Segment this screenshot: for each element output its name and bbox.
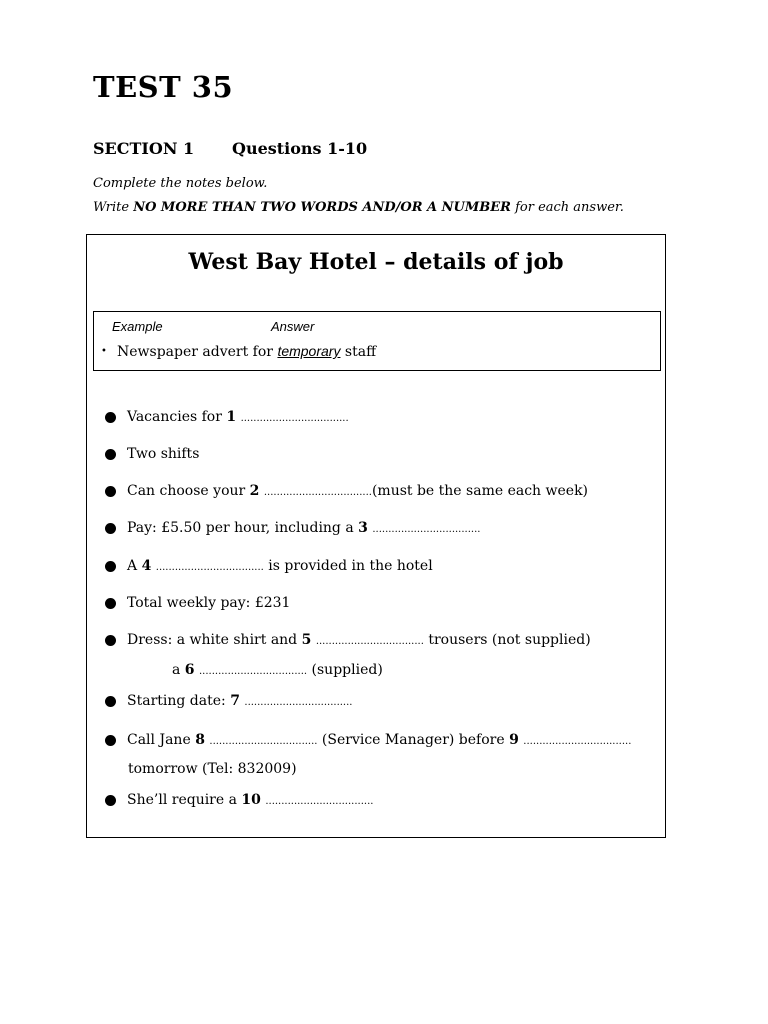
list-item-continuation: tomorrow (Tel: 832009): [128, 761, 297, 777]
answer-blank[interactable]: ..................................: [315, 636, 424, 647]
question-number: 4: [141, 558, 152, 574]
question-number: 10: [241, 792, 261, 808]
answer-blank[interactable]: ..................................: [263, 487, 372, 498]
bullet-icon: [105, 635, 116, 646]
bullet-icon: [105, 696, 116, 707]
answer-blank[interactable]: ..................................: [265, 796, 374, 807]
questions-range: Questions 1-10: [232, 139, 368, 158]
instruction-complete-notes: Complete the notes below.: [93, 176, 268, 191]
bullet-icon: [105, 735, 116, 746]
notes-box: West Bay Hotel – details of job Example Answer • Newspaper advert for temporary staff Vacancies for 1 .................................. Two shifts Can choose your 2 ..................................(must be the same each week) Pay: £5.50 per hour, including a 3 .................................. A 4 .................................. is provided in the hotel Total weekly pay: £231 Dress: a white shirt and 5 .................................. trousers (not supplied) a 6 .................................. (supplied) Starting date: 7 .................................. Call Jane 8 .................................. (Service Manager) before 9 .................................. tomorrow (Tel: 832009) She’ll require a 10 ..................................: [86, 234, 666, 838]
bullet-icon: [105, 412, 116, 423]
example-answer: temporary: [277, 343, 341, 359]
example-box: [93, 311, 661, 371]
question-number: 8: [195, 732, 205, 748]
answer-blank[interactable]: ..................................: [244, 697, 353, 708]
bullet-icon: [105, 795, 116, 806]
bullet-icon: [105, 449, 116, 460]
bullet-icon: [105, 486, 116, 497]
example-bullet: •: [101, 346, 107, 357]
example-line: Newspaper advert for temporary staff: [117, 343, 377, 360]
question-number: 9: [509, 732, 519, 748]
answer-blank[interactable]: ..................................: [199, 666, 308, 677]
answer-blank[interactable]: ..................................: [372, 524, 481, 535]
test-title: TEST 35: [93, 70, 234, 104]
question-number: 3: [358, 520, 368, 536]
answer-blank[interactable]: ..................................: [523, 736, 632, 747]
bullet-icon: [105, 598, 116, 609]
question-number: 1: [226, 409, 237, 425]
answer-blank[interactable]: ..................................: [155, 562, 264, 573]
question-number: 7: [230, 693, 240, 709]
bullet-icon: [105, 561, 116, 572]
answer-blank[interactable]: ..................................: [209, 736, 318, 747]
question-number: 5: [301, 632, 312, 648]
example-label: Example: [112, 319, 163, 334]
list-item-continuation: a 6 .................................. (supplied): [172, 662, 383, 678]
section-heading: [93, 139, 368, 158]
question-number: 6: [184, 662, 195, 678]
bullet-icon: [105, 523, 116, 534]
instruction-word-limit: Write NO MORE THAN TWO WORDS AND/OR A NUMBER for each answer.: [93, 200, 624, 215]
answer-blank[interactable]: ..................................: [240, 413, 349, 424]
word-limit-emphasis: NO MORE THAN TWO WORDS AND/OR A NUMBER: [133, 200, 511, 215]
section-label: SECTION 1: [93, 139, 195, 158]
question-number: 2: [249, 483, 260, 499]
answer-label: Answer: [271, 319, 315, 334]
notes-title: West Bay Hotel – details of job: [188, 249, 564, 275]
